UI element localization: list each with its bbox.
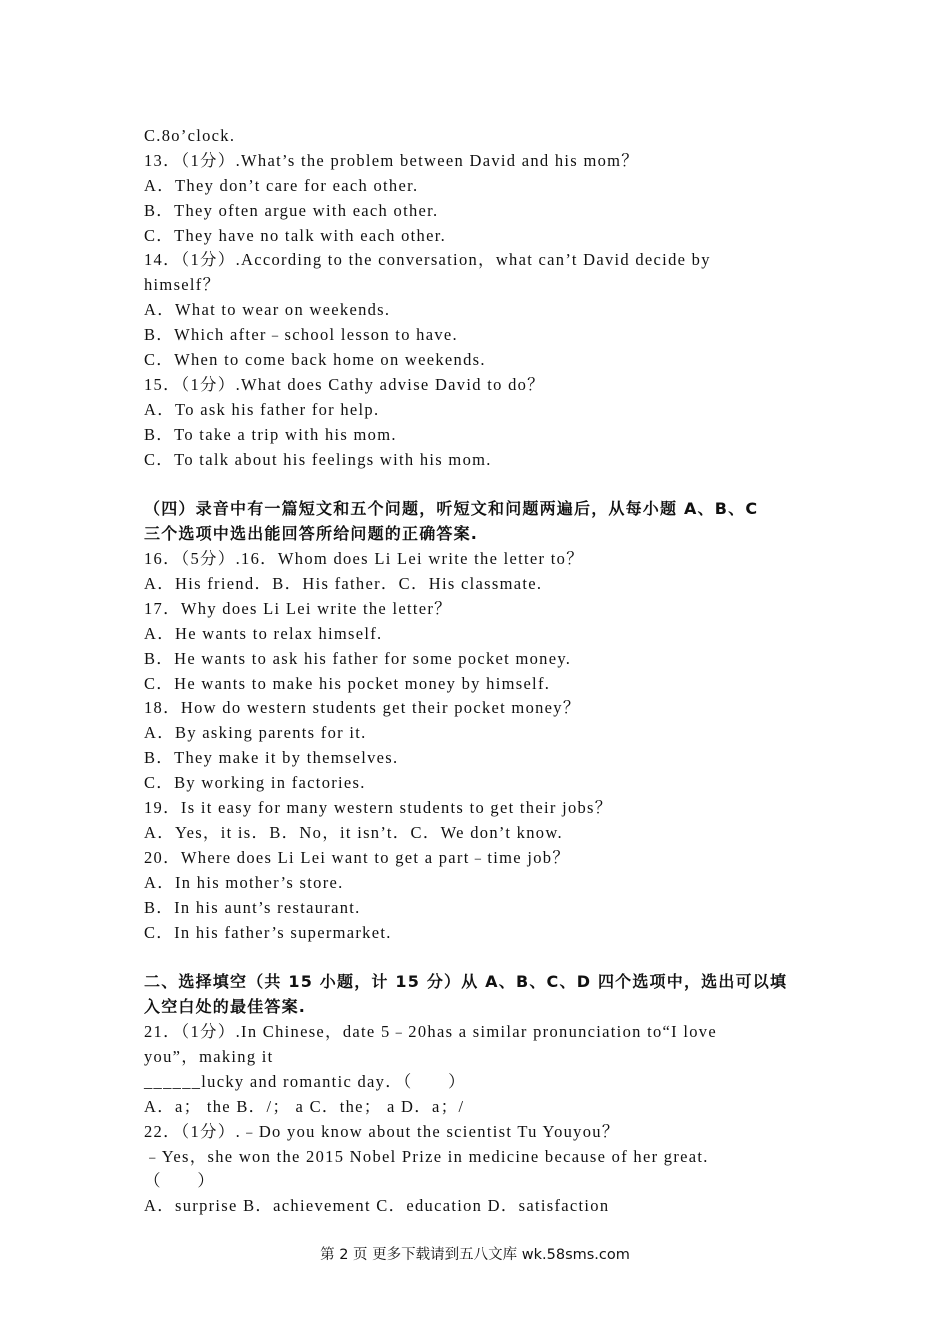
question-15: 15．（1分）.What does Cathy advise David to do？ xyxy=(144,374,545,394)
option-line: A．a； the B．/； a C．the； a D．a；/ xyxy=(144,1096,465,1116)
section-heading: 入空白处的最佳答案. xyxy=(144,997,307,1017)
option-line: B．He wants to ask his father for some pocket money. xyxy=(144,648,572,668)
option-line: C．He wants to make his pocket money by himself. xyxy=(144,673,551,693)
option-line: C．When to come back home on weekends. xyxy=(144,350,486,370)
question-17: 17．Why does Li Lei write the letter？ xyxy=(144,598,452,618)
option-line: B．To take a trip with his mom. xyxy=(144,424,397,444)
page-footer: 第 2 页 更多下载请到五八文库 wk.58sms.com xyxy=(320,1247,630,1263)
section-heading: 三个选项中选出能回答所给问题的正确答案. xyxy=(144,524,479,544)
option-line: B．They make it by themselves. xyxy=(144,748,399,768)
text-line: ______lucky and romantic day．（ ） xyxy=(144,1071,466,1091)
question-19: 19．Is it easy for many western students to get their jobs？ xyxy=(144,798,613,818)
option-line: A．What to wear on weekends. xyxy=(144,300,391,320)
text-line: you”，making it xyxy=(144,1046,274,1066)
option-line: B．In his aunt’s restaurant. xyxy=(144,897,361,917)
option-line: C．To talk about his feelings with his mom. xyxy=(144,449,492,469)
option-line: A．He wants to relax himself. xyxy=(144,623,383,643)
question-18: 18．How do western students get their pocket money？ xyxy=(144,698,581,718)
option-line: C．In his father’s supermarket. xyxy=(144,922,392,942)
question-14: 14．（1分）.According to the conversation，what can’t David decide by xyxy=(144,250,711,270)
option-line: A．Yes，it is．B．No，it isn’t．C．We don’t know. xyxy=(144,822,563,842)
option-line: C．By working in factories. xyxy=(144,773,366,793)
option-line: C．They have no talk with each other. xyxy=(144,225,447,245)
section-heading: （四）录音中有一篇短文和五个问题，听短文和问题两遍后，从每小题 A、B、C xyxy=(144,499,759,519)
option-line: A．surprise B．achievement C．education D．satisfaction xyxy=(144,1196,610,1216)
spacer xyxy=(144,945,804,970)
text-line: himself？ xyxy=(144,275,221,295)
text-line: （ ） xyxy=(144,1171,216,1191)
question-13: 13．（1分）.What’s the problem between David and his mom？ xyxy=(144,150,640,170)
option-line: A．To ask his father for help. xyxy=(144,399,380,419)
question-16: 16．（5分）.16．Whom does Li Lei write the letter to？ xyxy=(144,549,584,569)
page-text xyxy=(144,124,804,1219)
option-line: B．They often argue with each other. xyxy=(144,200,439,220)
text-line: ﹣Yes，she won the 2015 Nobel Prize in medicine because of her great. xyxy=(144,1146,709,1166)
option-line: B．Which after﹣school lesson to have. xyxy=(144,325,458,345)
question-22: 22．（1分）.﹣Do you know about the scientist Tu Youyou？ xyxy=(144,1121,620,1141)
option-line: A．In his mother’s store. xyxy=(144,872,344,892)
option-line: A．His friend．B．His father．C．His classmate. xyxy=(144,574,543,594)
text-line: C.8o’clock. xyxy=(144,126,236,145)
spacer xyxy=(144,472,804,497)
section-heading: 二、选择填空（共 15 小题，计 15 分）从 A、B、C、D 四个选项中，选出可以填 xyxy=(144,972,788,992)
question-20: 20．Where does Li Lei want to get a part﹣time job？ xyxy=(144,847,571,867)
option-line: A．By asking parents for it. xyxy=(144,723,367,743)
option-line: A．They don’t care for each other. xyxy=(144,175,419,195)
question-21: 21．（1分）.In Chinese，date 5﹣20has a similar pronunciation to“I love xyxy=(144,1022,717,1042)
